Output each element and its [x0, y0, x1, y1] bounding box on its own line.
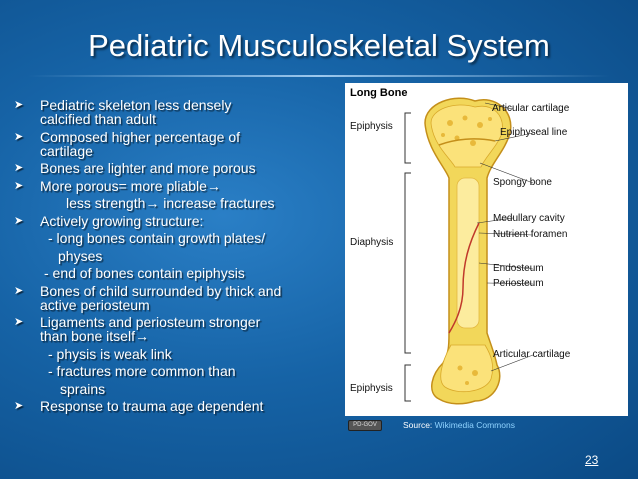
arrow-bullet-icon: ➤	[14, 214, 24, 227]
slide-title: Pediatric Musculoskeletal System	[88, 28, 550, 63]
bullet-text: active periosteum	[40, 296, 150, 313]
bullet-text: Bones are lighter and more porous	[40, 160, 256, 176]
title-divider	[28, 75, 610, 77]
bullet-item	[14, 315, 324, 343]
bullet-list	[14, 98, 324, 417]
bullet-text: Response to trauma age dependent	[40, 398, 264, 414]
sub-bullet-text: sprains	[60, 380, 106, 397]
label-endosteum: Endosteum	[493, 263, 544, 274]
bullet-text: Composed higher percentage of	[40, 128, 241, 145]
sub-bullet-text: - end of bones contain epiphysis	[44, 265, 245, 281]
arrow-bullet-icon: ➤	[14, 162, 24, 174]
sub-bullet-text: less strength→ increase fractures	[66, 195, 275, 211]
arrow-bullet-icon: ➤	[14, 284, 24, 297]
label-periosteum: Periosteum	[493, 278, 544, 289]
bullet-item	[14, 161, 324, 175]
label-epiphyseal-line: Epiphyseal line	[500, 127, 568, 138]
sub-bullet-text: - fractures more common than	[48, 363, 236, 379]
source-label: Source:	[403, 420, 435, 430]
sub-bullet-text: physes	[58, 247, 103, 264]
long-bone-illustration	[345, 83, 628, 416]
label-epiphysis-top: Epiphysis	[350, 121, 393, 132]
bullet-text: cartilage	[40, 142, 93, 159]
bullet-item	[14, 284, 324, 312]
bullet-text: More porous= more pliable→	[40, 177, 221, 194]
arrow-bullet-icon: ➤	[14, 316, 24, 328]
figure-title: Long Bone	[350, 87, 408, 99]
label-diaphysis: Diaphysis	[350, 237, 394, 248]
label-epiphysis-bottom: Epiphysis	[350, 383, 393, 394]
source-link[interactable]: Wikimedia Commons	[434, 420, 515, 430]
bullet-text: Actively growing structure:	[40, 212, 204, 229]
label-medullary-cavity: Medullary cavity	[493, 213, 565, 224]
label-nutrient-foramen: Nutrient foramen	[493, 229, 568, 240]
sub-bullet-text: - long bones contain growth plates/	[48, 230, 266, 246]
label-articular-cartilage-top: Articular cartilage	[492, 103, 570, 114]
arrow-bullet-icon: ➤	[14, 130, 24, 143]
bullet-item	[14, 130, 324, 158]
public-domain-badge: PD-GOV	[348, 420, 382, 431]
bullet-text: than bone itself→	[40, 328, 149, 344]
bullet-text: Bones of child surrounded by thick and	[40, 282, 282, 299]
bullet-item	[14, 98, 324, 126]
source-caption	[403, 420, 515, 430]
bullet-item	[14, 179, 324, 193]
long-bone-figure	[345, 83, 628, 416]
bullet-item	[14, 399, 324, 413]
bullet-text: Pediatric skeleton less densely	[40, 97, 232, 113]
bullet-text: Ligaments and periosteum stronger	[40, 314, 261, 330]
page-number: 23	[585, 453, 599, 467]
arrow-bullet-icon: ➤	[14, 400, 24, 412]
arrow-bullet-icon: ➤	[14, 179, 24, 192]
bullet-item	[14, 214, 324, 228]
arrow-bullet-icon: ➤	[14, 99, 24, 111]
sub-bullet-text: - physis is weak link	[48, 345, 172, 362]
bullet-text: calcified than adult	[40, 111, 156, 127]
figure-source	[345, 419, 628, 433]
label-articular-cartilage-bottom: Articular cartilage	[493, 349, 571, 360]
label-spongy-bone: Spongy bone	[493, 177, 552, 188]
